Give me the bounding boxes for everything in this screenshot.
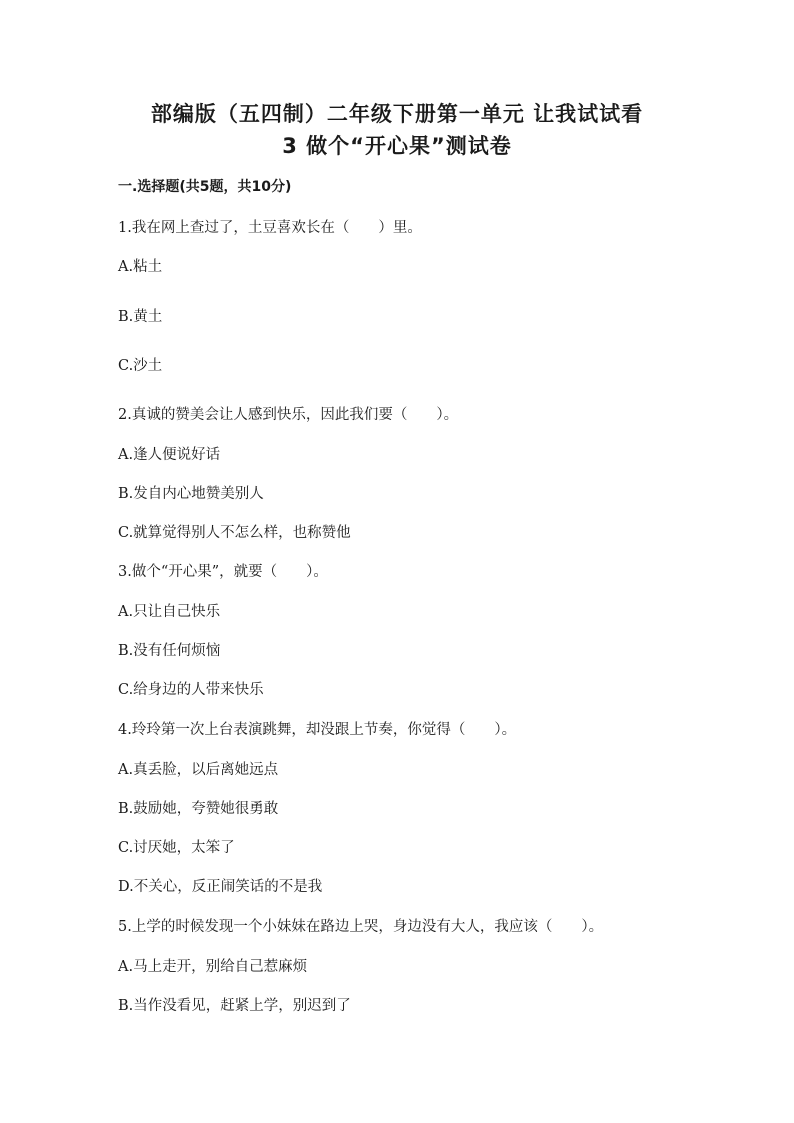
question-4-option-d: D.不关心，反正闹笑话的不是我: [118, 879, 323, 895]
question-1-option-a: A.粘土: [118, 259, 163, 275]
question-4-option-c: C.讨厌她，太笨了: [118, 840, 235, 856]
question-5-stem: 5.上学的时候发现一个小妹妹在路边上哭，身边没有大人，我应该（ ）。: [118, 919, 604, 935]
question-2-option-c: C.就算觉得别人不怎么样，也称赞他: [118, 525, 351, 541]
question-4-option-a: A.真丢脸，以后离她远点: [118, 762, 279, 778]
question-3-option-a: A.只让自己快乐: [118, 604, 221, 620]
exam-title-line2: 3 做个“开心果”测试卷: [282, 134, 512, 158]
question-4-option-b: B.鼓励她，夸赞她很勇敢: [118, 801, 279, 817]
question-5-option-a: A.马上走开，别给自己惹麻烦: [118, 959, 308, 975]
question-2-option-a: A.逢人便说好话: [118, 447, 221, 463]
question-1-option-b: B.黄土: [118, 309, 163, 325]
question-3-option-c: C.给身边的人带来快乐: [118, 682, 264, 698]
question-3-stem: 3.做个“开心果”，就要（ ）。: [118, 564, 328, 580]
question-5-option-b: B.当作没看见，赶紧上学，别迟到了: [118, 998, 351, 1014]
exam-title-line1: 部编版（五四制）二年级下册第一单元 让我试试看: [150, 102, 644, 126]
question-4-stem: 4.玲玲第一次上台表演跳舞，却没跟上节奏，你觉得（ ）。: [118, 722, 517, 738]
question-3-option-b: B.没有任何烦恼: [118, 643, 221, 659]
question-1-option-c: C.沙土: [118, 358, 163, 374]
question-2-stem: 2.真诚的赞美会让人感到快乐，因此我们要（ ）。: [118, 407, 459, 423]
question-1-stem: 1.我在网上查过了，土豆喜欢长在（ ）里。: [118, 220, 422, 236]
question-2-option-b: B.发自内心地赞美别人: [118, 486, 264, 502]
section-heading: 一.选择题(共5题，共10分): [118, 179, 292, 195]
